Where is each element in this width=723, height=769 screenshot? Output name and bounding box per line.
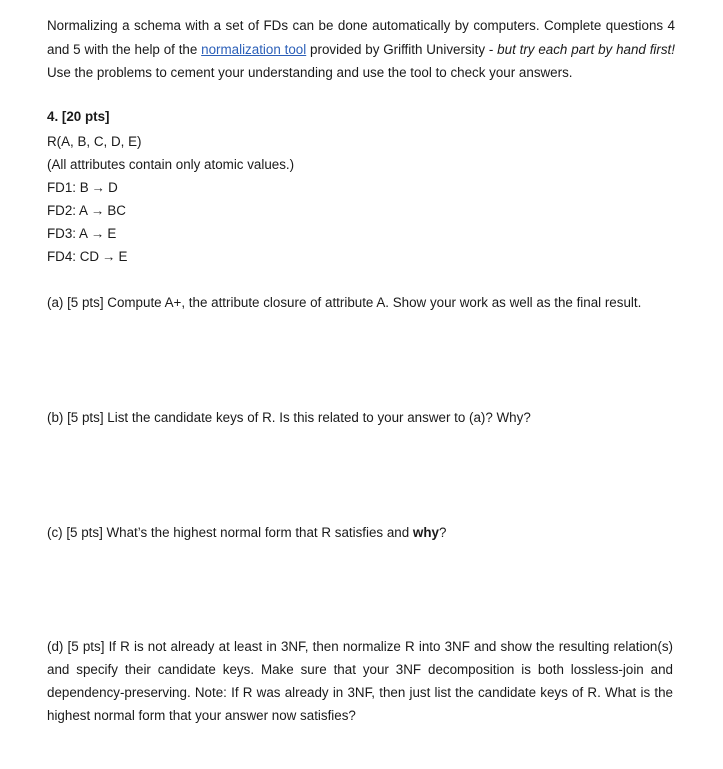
normalization-tool-link[interactable]: normalization tool <box>201 41 307 57</box>
arrow-icon: → <box>102 249 116 264</box>
arrow-icon: → <box>90 203 105 218</box>
fd-rhs: E <box>107 226 117 241</box>
question-heading: 4. [20 pts] <box>47 109 110 124</box>
fd-1 <box>47 178 118 198</box>
arrow-icon: → <box>90 226 105 241</box>
fd-rhs: D <box>108 180 118 195</box>
atomic-note: (All attributes contain only atomic values.) <box>47 157 295 172</box>
part-c-bold: why <box>412 525 439 540</box>
intro-text-cont: provided by Griffith University - <box>306 41 498 57</box>
part-c-end: ? <box>438 525 447 540</box>
fd-lhs: FD4: CD <box>47 249 100 264</box>
arrow-icon: → <box>91 180 106 195</box>
intro-text-end: Use the problems to cement your understanding and use the tool to check your answers. <box>47 65 573 80</box>
intro-text: Normalizing a schema with a set of FDs can be done automatically by computers. Complete questions 4 and 5 with the help of the <box>47 18 675 57</box>
fd-lhs: FD1: B <box>47 180 89 195</box>
part-c-text: (c) [5 pts] What’s the highest normal form that R satisfies and <box>47 525 413 540</box>
relation-schema: R(A, B, C, D, E) <box>47 134 142 149</box>
fd-rhs: E <box>118 249 128 264</box>
fd-3 <box>47 224 116 244</box>
fd-lhs: FD3: A <box>47 226 88 241</box>
intro-emphasis: but try each part by hand first! <box>497 41 675 57</box>
part-d: (d) [5 pts] If R is not already at least in 3NF, then normalize R into 3NF and show the resulting relation(s) and specify their candidate keys. Make sure that your 3NF decomposition is both lossless-join and dependency-preserving. Note: If R was already in 3NF, then just list the candidate keys of R. What is the highest normal form that your answer now satisfies? <box>47 639 673 723</box>
intro-paragraph <box>47 14 675 85</box>
fd-2 <box>47 201 126 221</box>
fd-rhs: BC <box>107 203 126 218</box>
fd-4 <box>47 247 127 267</box>
part-a: (a) [5 pts] Compute A+, the attribute closure of attribute A. Show your work as well as the final result. <box>47 295 642 310</box>
part-b: (b) [5 pts] List the candidate keys of R. Is this related to your answer to (a)? Why? <box>47 410 531 425</box>
part-c <box>47 521 673 544</box>
fd-lhs: FD2: A <box>47 203 88 218</box>
